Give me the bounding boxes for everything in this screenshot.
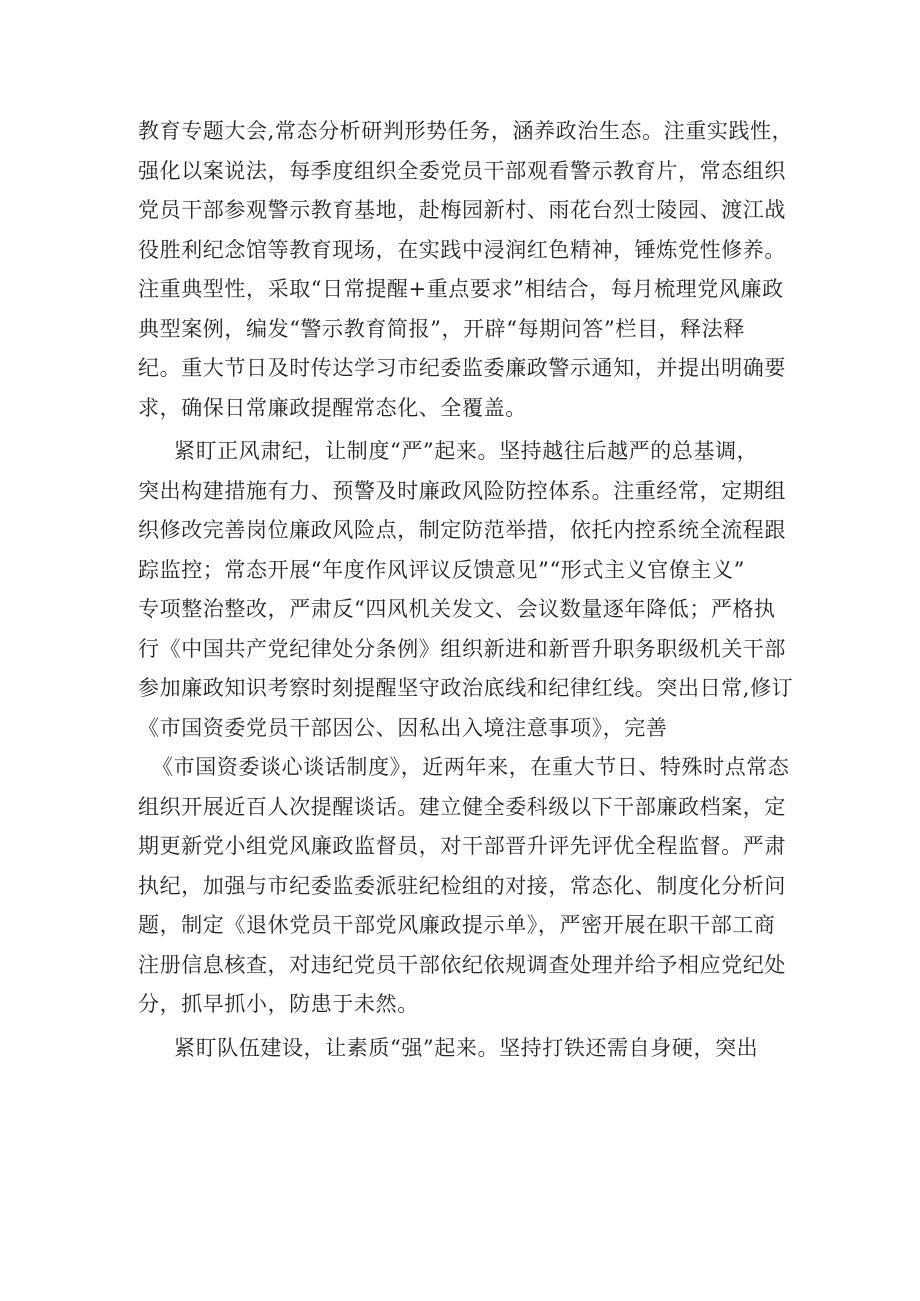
text-line: 组织开展近百人次提醒谈话。建立健全委科级以下干部廉政档案，定 bbox=[138, 794, 786, 819]
text-line: 注册信息核查，对违纪党员干部依纪依规调查处理并给予相应党纪处 bbox=[138, 952, 786, 977]
document-body bbox=[138, 112, 798, 1068]
text-line: 分，抓早抓小，防患于未然。 bbox=[138, 992, 419, 1016]
paragraph-start-line: 紧盯正风肃纪，让制度“严”起来。坚持越往后越严的总基调， bbox=[174, 439, 759, 463]
text-line: 期更新党小组党风廉政监督员，对干部晋升评先评优全程监督。严肃 bbox=[138, 834, 786, 858]
text-line: 求，确保日常廉政提醒常态化、全覆盖。 bbox=[138, 395, 527, 420]
paragraph-start-line: 紧盯队伍建设，让素质“强”起来。坚持打铁还需自身硬，突出 bbox=[174, 1035, 759, 1060]
text-line: 《市国资委党员干部因公、因私出入境注意事项》，完善 bbox=[138, 715, 668, 740]
text-line: 突出构建措施有力、预警及时廉政风险防控体系。注重经常，定期组 bbox=[138, 478, 786, 503]
text-line: 典型案例，编发“警示教育简报”，开辟“每期问答”栏目，释法释 bbox=[138, 316, 745, 341]
text-line: 专项整治整改，严肃反“四风机关发文、会议数量逐年降低；严格执 bbox=[138, 597, 776, 621]
text-line: 踪监控；常态开展“年度作风评议反馈意见”“形式主义官僚主义” bbox=[138, 557, 745, 582]
text-line: 执纪，加强与市纪委监委派驻纪检组的对接，常态化、制度化分析问 bbox=[138, 873, 786, 898]
text-line: 党员干部参观警示教育基地，赴梅园新村、雨花台烈士陵园、渡江战 bbox=[138, 198, 786, 222]
text-line: 教育专题大会,常态分析研判形势任务，涵养政治生态。注重实践性， bbox=[138, 119, 794, 143]
text-line: 行《中国共产党纪律处分条例》组织新进和新晋升职务职级机关干部 bbox=[138, 636, 786, 661]
text-line: 役胜利纪念馆等教育现场，在实践中浸润红色精神，锤炼党性修养。 bbox=[138, 237, 786, 262]
text-line: 织修改完善岗位廉政风险点，制定防范举措，依托内控系统全流程跟 bbox=[138, 518, 786, 542]
text-line: 纪。重大节日及时传达学习市纪委监委廉政警示通知，并提出明确要 bbox=[138, 356, 786, 380]
text-line: 注重典型性，采取“日常提醒+重点要求”相结合，每月梳理党风廉政 bbox=[138, 277, 784, 301]
text-line: 强化以案说法，每季度组织全委党员干部观看警示教育片，常态组织 bbox=[138, 158, 786, 183]
text-line: 题，制定《退休党员干部党风廉政提示单》，严密开展在职干部工商 bbox=[138, 913, 776, 937]
text-line: 《市国资委谈心谈话制度》，近两年来，在重大节日、特殊时点常态 bbox=[152, 755, 790, 779]
text-line: 参加廉政知识考察时刻提醒坚守政治底线和纪律红线。突出日常,修订 bbox=[138, 676, 794, 700]
